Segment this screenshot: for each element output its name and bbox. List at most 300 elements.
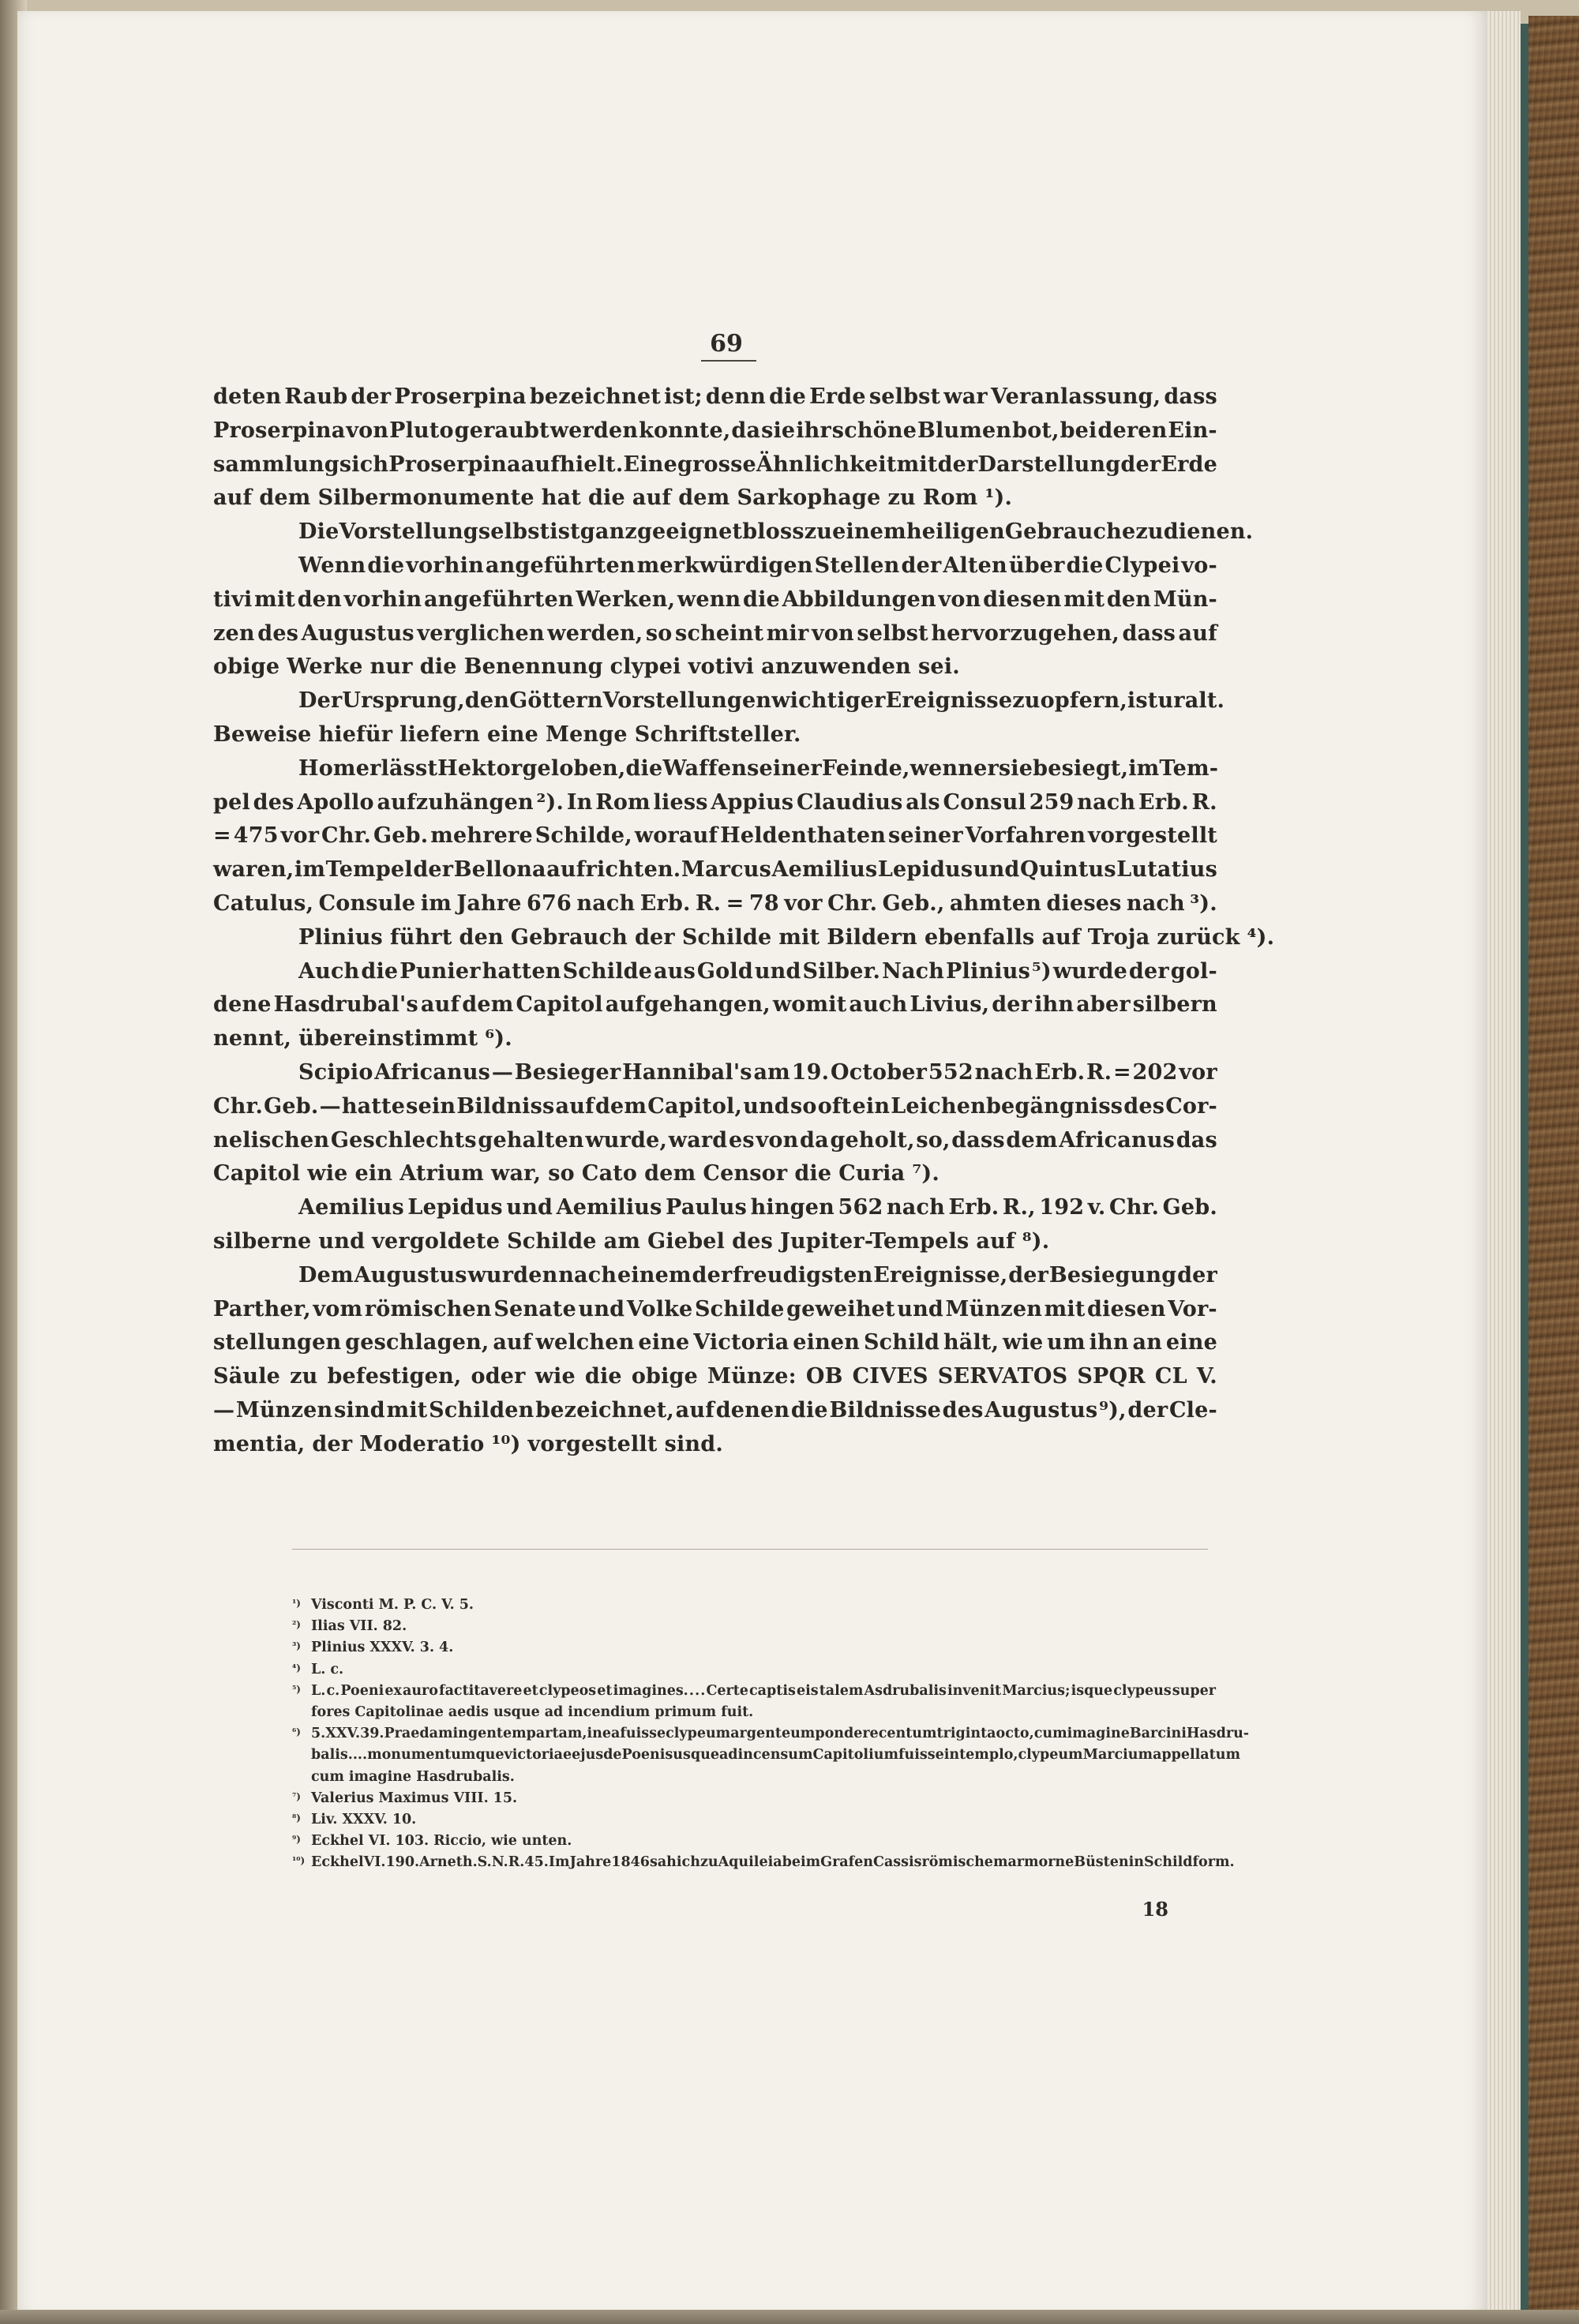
word: ward — [668, 1127, 728, 1153]
text-line — [213, 1157, 1217, 1191]
word: am — [603, 1228, 641, 1254]
word: 202 — [1132, 1059, 1178, 1085]
word: dass — [951, 1127, 1005, 1153]
word: Abbildungen — [782, 587, 936, 612]
word: Besiegung — [1048, 1262, 1177, 1288]
word: zurück — [1157, 924, 1240, 950]
text-line — [213, 482, 1217, 515]
cover-board — [1528, 16, 1579, 2324]
word: Aemilius — [771, 857, 878, 883]
word: womit — [772, 992, 847, 1018]
word: In — [566, 789, 593, 815]
word: votivi — [688, 654, 755, 680]
word: Bildniss — [456, 1093, 555, 1119]
word: Schilde — [681, 924, 772, 950]
word: ⁷). — [912, 1161, 940, 1186]
word: nach — [1077, 789, 1136, 815]
word: SPQR — [1077, 1364, 1146, 1389]
text-line — [213, 650, 1217, 684]
word: Stellen — [814, 553, 900, 578]
word: der — [634, 924, 675, 950]
word: die — [361, 958, 399, 984]
word: Gold — [696, 958, 753, 984]
text-line — [213, 1259, 1217, 1293]
word: vor — [784, 890, 823, 916]
word: von — [938, 587, 981, 612]
word: Silber. — [802, 958, 881, 984]
word: Göttern — [509, 688, 603, 714]
word: zu — [887, 485, 916, 511]
word: eine — [1165, 1330, 1217, 1355]
word: hat — [541, 485, 581, 511]
word: auf — [493, 1330, 532, 1355]
word: Gebrauch — [510, 924, 628, 950]
word: worauf — [634, 823, 718, 849]
word: Cor- — [1165, 1093, 1217, 1119]
word: nach — [886, 1195, 945, 1220]
word: von — [756, 1127, 799, 1153]
word: am — [753, 1059, 790, 1085]
word: ¹). — [985, 485, 1013, 511]
word: mit — [386, 1397, 428, 1423]
word: sie — [998, 755, 1033, 781]
footnote-text: Valerius Maximus VIII. 15. — [311, 1790, 518, 1806]
word: gol- — [1170, 958, 1217, 984]
word: Hannibal's — [622, 1059, 752, 1085]
word: vorgestellt — [1087, 823, 1217, 849]
word: Erde — [1161, 452, 1217, 477]
cover-edge — [1521, 24, 1528, 2313]
word: bezeichnet, — [535, 1397, 674, 1423]
word: Erb. — [948, 1195, 1000, 1220]
word: hatten — [482, 958, 561, 984]
word: Dem — [298, 1262, 354, 1288]
word: SERVATOS — [937, 1364, 1068, 1389]
word: des — [253, 789, 294, 815]
word: Vorfahren — [965, 823, 1086, 849]
word: geschlagen, — [345, 1330, 489, 1355]
word: Jupiter-Tempels — [780, 1228, 970, 1254]
word: werden, — [547, 620, 643, 646]
text-line — [213, 1293, 1217, 1327]
word: Catulus, — [213, 890, 314, 916]
word: vom — [313, 1296, 363, 1321]
word: und — [754, 958, 801, 984]
word: Blumen — [917, 418, 1012, 443]
word: Schilde — [694, 1296, 785, 1321]
word: Lepidus — [407, 1195, 503, 1220]
word: hatte — [341, 1093, 406, 1119]
word: über — [1008, 553, 1065, 578]
word: ebenfalls — [924, 924, 1035, 950]
word: Augustus — [354, 1262, 467, 1288]
word: hiefür — [318, 722, 393, 747]
word: Chr. — [321, 823, 372, 849]
text-line — [213, 1090, 1217, 1124]
word: Consul — [943, 789, 1026, 815]
word: auf — [213, 485, 253, 511]
word: Bellona — [453, 857, 546, 883]
word: — — [213, 1397, 235, 1423]
word: merkwürdigen — [636, 553, 813, 578]
word: Schilde — [507, 1228, 597, 1254]
footnote-text: cum imagine Hasdrubalis. — [311, 1768, 515, 1785]
word: da — [800, 1127, 829, 1153]
word: Quintus — [1020, 857, 1116, 883]
word: welchen — [535, 1330, 635, 1355]
word: selbst — [857, 620, 928, 646]
word: freudigsten — [733, 1262, 873, 1288]
word: liefern — [399, 722, 480, 747]
word: deten — [213, 384, 282, 409]
word: römischen — [364, 1296, 492, 1321]
word: tivi — [213, 587, 253, 612]
word: zu — [1135, 519, 1164, 545]
word: im — [420, 890, 452, 916]
word: Hasdrubal's — [273, 992, 418, 1018]
word: es — [729, 1127, 755, 1153]
word: auf — [1178, 620, 1217, 646]
word: die — [794, 1161, 832, 1186]
word: v. — [1087, 1195, 1106, 1220]
word: ganz — [579, 519, 637, 545]
word: Appius — [711, 789, 794, 815]
word: und — [973, 857, 1020, 883]
word: Benennung — [463, 654, 603, 680]
word: Hektor — [437, 755, 523, 781]
footnote-mark: ²) — [292, 1619, 301, 1631]
word: geraubt — [454, 418, 549, 443]
footnote-text: Eckhel VI. 103. Riccio, wie unten. — [311, 1833, 572, 1850]
word: ⁸). — [1022, 1228, 1050, 1254]
word: so — [790, 1093, 817, 1119]
word: Ähnlichkeit — [756, 452, 897, 477]
word: Bildern — [827, 924, 917, 950]
word: der — [1128, 958, 1169, 984]
text-line — [213, 1326, 1217, 1360]
footnote-mark — [292, 1702, 311, 1723]
word: wichtiger — [771, 688, 886, 714]
word: wenn — [677, 587, 741, 612]
word: Victoria — [693, 1330, 790, 1355]
word: verglichen — [417, 620, 545, 646]
word: uralt. — [1157, 688, 1225, 714]
text-line — [213, 921, 1275, 955]
text-line — [213, 583, 1217, 617]
word: war — [943, 384, 988, 409]
word: der — [1008, 1262, 1049, 1288]
word: silberne — [213, 1228, 312, 1254]
word: 192 — [1039, 1195, 1085, 1220]
word: Scipio — [298, 1059, 373, 1085]
word: Die — [298, 519, 339, 545]
word: mehrere — [430, 823, 533, 849]
word: obige — [213, 654, 280, 680]
footnote-mark: ⁹) — [292, 1834, 301, 1846]
word: nach — [1126, 890, 1185, 916]
word: nach — [558, 1262, 617, 1288]
footnote — [292, 1616, 1216, 1637]
word: wie — [1003, 1330, 1044, 1355]
word: Münzen — [235, 1397, 333, 1423]
word: heiligen — [906, 519, 1005, 545]
word: Senate — [493, 1296, 576, 1321]
word: Jahre — [456, 890, 522, 916]
word: nach — [576, 890, 636, 916]
word: selbst — [868, 384, 941, 409]
word: Geb., — [882, 890, 945, 916]
footnote-mark: ⁵) — [292, 1683, 301, 1695]
word: Waffen — [662, 755, 748, 781]
word: diesen — [983, 587, 1062, 612]
word: die — [625, 755, 663, 781]
word: hingen — [750, 1195, 835, 1220]
word: und — [743, 1093, 790, 1119]
word: und — [318, 1228, 366, 1254]
word: ⁹), — [1099, 1397, 1127, 1423]
word: Chr. — [827, 890, 878, 916]
text-line — [213, 1124, 1217, 1158]
word: auf — [976, 1228, 1015, 1254]
word: dieses — [1046, 890, 1122, 916]
word: V. — [1196, 1364, 1217, 1389]
text-line — [213, 786, 1217, 820]
word: Rom — [595, 789, 651, 815]
word: 259 — [1029, 789, 1075, 815]
word: CIVES — [852, 1364, 928, 1389]
text-line — [213, 448, 1217, 482]
word: lässt — [381, 755, 438, 781]
word: das — [1176, 1127, 1217, 1153]
word: aber — [1076, 992, 1131, 1018]
bottom-shadow — [0, 2310, 1579, 2324]
word: und — [897, 1296, 943, 1321]
word: mit — [778, 924, 820, 950]
word: der — [1127, 1397, 1168, 1423]
word: einem — [832, 519, 906, 545]
word: bot, — [1012, 418, 1060, 443]
word: auf — [632, 485, 672, 511]
word: geholt, — [830, 1127, 915, 1153]
word: OB — [805, 1364, 843, 1389]
word: seiner — [887, 823, 963, 849]
text-line — [213, 380, 1217, 414]
word: ³). — [1190, 890, 1217, 916]
text-line — [213, 887, 1217, 921]
word: den — [464, 688, 510, 714]
word: Proserpina — [388, 452, 521, 477]
word: sei. — [917, 654, 960, 680]
word: Alten — [943, 553, 1007, 578]
word: — — [491, 1059, 514, 1085]
footnote — [292, 1595, 1216, 1616]
word: Sarkophage — [737, 485, 881, 511]
word: Apollo — [297, 789, 374, 815]
word: Lepidus — [877, 857, 973, 883]
word: — — [319, 1093, 341, 1119]
word: Paulus — [666, 1195, 748, 1220]
word: Parther, — [213, 1296, 311, 1321]
word: angeführten — [423, 587, 574, 612]
word: Giebel — [647, 1228, 726, 1254]
word: Rom — [922, 485, 978, 511]
text-line — [213, 1428, 1217, 1462]
word: auf — [1041, 924, 1081, 950]
word: auf — [420, 992, 460, 1018]
word: geeignet — [636, 519, 743, 545]
word: Erb. — [639, 890, 691, 916]
word: der — [312, 1431, 353, 1456]
word: Schriftsteller. — [634, 722, 801, 747]
word: den — [459, 924, 504, 950]
word: Augustus — [985, 1397, 1098, 1423]
word: besiegt, — [1033, 755, 1129, 781]
footnote-mark: ³) — [292, 1640, 301, 1652]
word: liess — [653, 789, 708, 815]
word: ⁴). — [1247, 924, 1275, 950]
word: vorhin — [406, 553, 484, 578]
text-line — [213, 955, 1217, 989]
footnote-text: Visconti M. P. C. V. 5. — [311, 1597, 474, 1613]
word: Vorstellungen — [602, 688, 772, 714]
word: obige — [631, 1364, 699, 1389]
word: Schilde — [562, 958, 653, 984]
word: konnte, — [639, 418, 731, 443]
word: Troja — [1087, 924, 1150, 950]
word: anzuwenden — [761, 654, 911, 680]
word: Censor — [703, 1161, 788, 1186]
word: Claudius — [797, 789, 903, 815]
word: Nach — [882, 958, 945, 984]
word: Punier — [399, 958, 481, 984]
word: Geb. — [373, 823, 429, 849]
word: Besieger — [514, 1059, 621, 1085]
word: mentia, — [213, 1431, 306, 1456]
word: clypei — [609, 654, 681, 680]
word: führt — [389, 924, 452, 950]
word: Tempel — [325, 857, 413, 883]
word: Vor- — [1168, 1296, 1217, 1321]
word: sind. — [664, 1431, 723, 1456]
word: aus — [654, 958, 696, 984]
word: nelischen — [213, 1127, 330, 1153]
text-line — [213, 515, 1254, 549]
word: ist — [549, 519, 580, 545]
word: Werken, — [576, 587, 676, 612]
word: dene — [213, 992, 272, 1018]
word: dass — [1122, 620, 1176, 646]
word: sein — [406, 1093, 456, 1119]
word: Consule — [318, 890, 416, 916]
footnote — [292, 1852, 1235, 1873]
word: silbern — [1132, 992, 1217, 1018]
word: mit — [1063, 587, 1105, 612]
word: vor — [280, 823, 320, 849]
word: ²). — [536, 789, 564, 815]
word: Mün- — [1153, 587, 1217, 612]
word: ⁵) — [1031, 958, 1052, 984]
word: Der — [298, 688, 343, 714]
footnotes — [292, 1595, 1250, 1873]
word: wie — [534, 1364, 576, 1389]
word: des — [257, 620, 299, 646]
word: deren — [1097, 418, 1168, 443]
word: ist; — [664, 384, 703, 409]
word: war, — [491, 1161, 542, 1186]
word: wenn — [910, 755, 974, 781]
footnote-mark: ⁶) — [292, 1726, 301, 1738]
word: 676 — [527, 890, 572, 916]
word: Geb. — [264, 1093, 319, 1119]
word: im — [1128, 755, 1160, 781]
word: Geb. — [1162, 1195, 1217, 1220]
word: vergoldete — [372, 1228, 501, 1254]
word: vorhin — [343, 587, 422, 612]
body-text — [213, 380, 1275, 1462]
word: Ein- — [1168, 418, 1217, 443]
word: die — [790, 1397, 828, 1423]
word: von — [346, 418, 389, 443]
word: grosse — [677, 452, 756, 477]
word: nach — [974, 1059, 1033, 1085]
word: Lutatius — [1116, 857, 1217, 883]
word: der — [1177, 1262, 1217, 1288]
word: befestigen, — [327, 1364, 462, 1389]
word: wurde, — [585, 1127, 668, 1153]
word: denn — [705, 384, 766, 409]
word: geweihet — [786, 1296, 895, 1321]
word: der — [992, 992, 1033, 1018]
word: Silbermonumente — [317, 485, 534, 511]
word: wurde — [1052, 958, 1127, 984]
word: und — [578, 1296, 625, 1321]
footnote — [292, 1788, 1216, 1809]
word: waren, — [213, 857, 294, 883]
word: sind — [334, 1397, 385, 1423]
word: Darstellung — [977, 452, 1121, 477]
word: dem — [678, 485, 730, 511]
word: einen — [793, 1330, 861, 1355]
word: Cato — [581, 1161, 638, 1186]
word: Feinde, — [821, 755, 910, 781]
word: Aemilius — [556, 1195, 662, 1220]
word: und — [506, 1195, 553, 1220]
word: zu — [1012, 688, 1041, 714]
word: Homer — [298, 755, 381, 781]
word: die — [769, 384, 806, 409]
word: Cle- — [1168, 1397, 1217, 1423]
word: Vorstellung — [339, 519, 478, 545]
word: R. — [1086, 1059, 1112, 1085]
word: Capitol, — [647, 1093, 743, 1119]
text-line — [213, 684, 1225, 718]
word: denen — [715, 1397, 790, 1423]
word: an — [1132, 1330, 1163, 1355]
word: Bildnisse — [829, 1397, 941, 1423]
word: Eine — [623, 452, 677, 477]
word: 552 — [928, 1059, 973, 1085]
word: CL — [1154, 1364, 1187, 1389]
word: Erde — [809, 384, 866, 409]
word: als — [906, 789, 940, 815]
word: stellungen — [213, 1330, 342, 1355]
word: Raub — [284, 384, 348, 409]
word: Ursprung, — [342, 688, 465, 714]
footnote-text: fores Capitolinae aedis usque ad incendium primum fuit. — [311, 1704, 754, 1720]
word: auf — [555, 1093, 594, 1119]
word: aufgehangen, — [605, 992, 771, 1018]
word: Erb. — [1138, 789, 1189, 815]
